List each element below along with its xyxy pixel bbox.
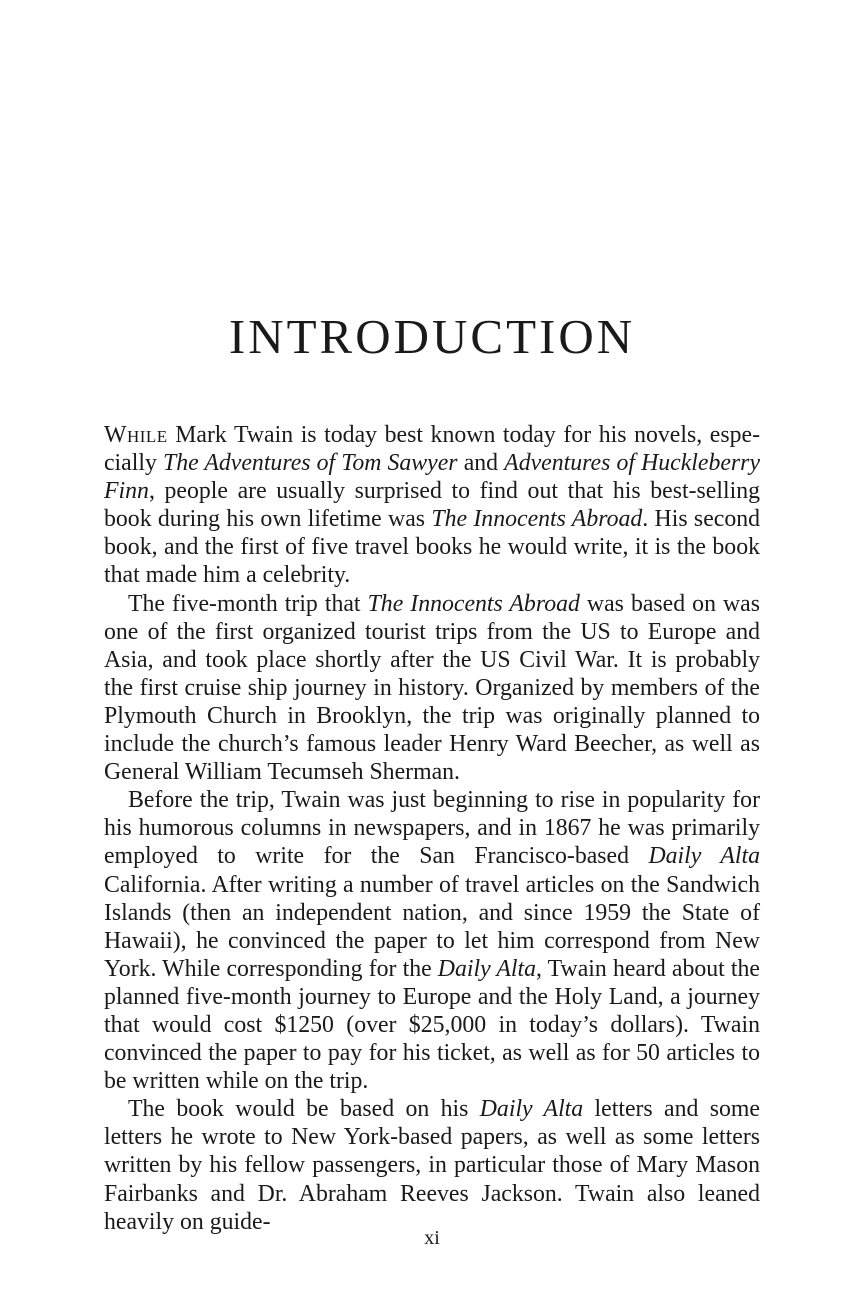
italic-title: Daily Alta xyxy=(437,955,537,982)
paragraph-4 xyxy=(104,1095,760,1235)
italic-title: The Adventures of Tom Sawyer xyxy=(162,450,458,477)
text-run: , Twain heard about the planned five-month journey to Europe and the Holy Land, a journey that would cost $1250 (over $25,000 in today’s dollars). Twain convinced the paper to pay for his ticket, as well as for 50 articles to be written while on the trip. xyxy=(104,955,760,1095)
chapter-title: INTRODUCTION xyxy=(228,309,636,364)
text-run: The five-month trip that xyxy=(128,590,368,617)
paragraph-2 xyxy=(104,590,760,787)
text-run: Mark Twain is today best known today for his novels, especially xyxy=(104,422,760,477)
italic-title: Daily Alta xyxy=(648,843,761,870)
text-run: and xyxy=(457,450,505,477)
paragraph-3 xyxy=(104,786,760,1095)
italic-title: Adventures of Huckleberry Finn xyxy=(104,450,761,505)
text-run: , people are usually surprised to find out that his best-selling book during his own lifetime was xyxy=(104,478,760,533)
italic-title: Daily Alta xyxy=(479,1096,584,1123)
text-run: Before the trip, Twain was just beginning to rise in popularity for his humorous columns in newspapers, and in 1867 he was primarily employed to write for the San Francisco-based xyxy=(104,787,760,870)
body-text xyxy=(104,421,760,1236)
text-run: letters and some letters he wrote to New York-based papers, as well as some letters written by his fellow passengers, in particular those of Mary Mason Fairbanks and Dr. Abraham Reeves Jackson. Twain also leaned heavily on guide- xyxy=(104,1096,760,1235)
page-number: xi xyxy=(424,1227,440,1249)
text-run: was based on was one of the first organized tourist trips from the US to Europe and Asia, and took place shortly after the US Civil War. It is probably the first cruise ship journey in history. Organized by members of the Plymouth Church in Brooklyn, the trip was originally planned to include the church’s famous leader Henry Ward Beecher, as well as General William Tecumseh Sherman. xyxy=(104,590,760,786)
italic-title: The Innocents Abroad xyxy=(431,506,643,533)
text-run: The book would be based on his xyxy=(128,1096,480,1123)
paragraph-1 xyxy=(104,421,760,590)
opening-small-caps: While xyxy=(104,422,168,448)
text-run: California. After writing a number of travel articles on the Sandwich Islands (then an independent nation, and since 1959 the State of Hawaii), he convinced the paper to let him correspond from New York. While corresponding for the xyxy=(104,871,760,982)
text-run: . His second book, and the first of five travel books he would write, it is the book that made him a celebrity. xyxy=(104,506,761,589)
italic-title: The Innocents Abroad xyxy=(367,590,580,617)
